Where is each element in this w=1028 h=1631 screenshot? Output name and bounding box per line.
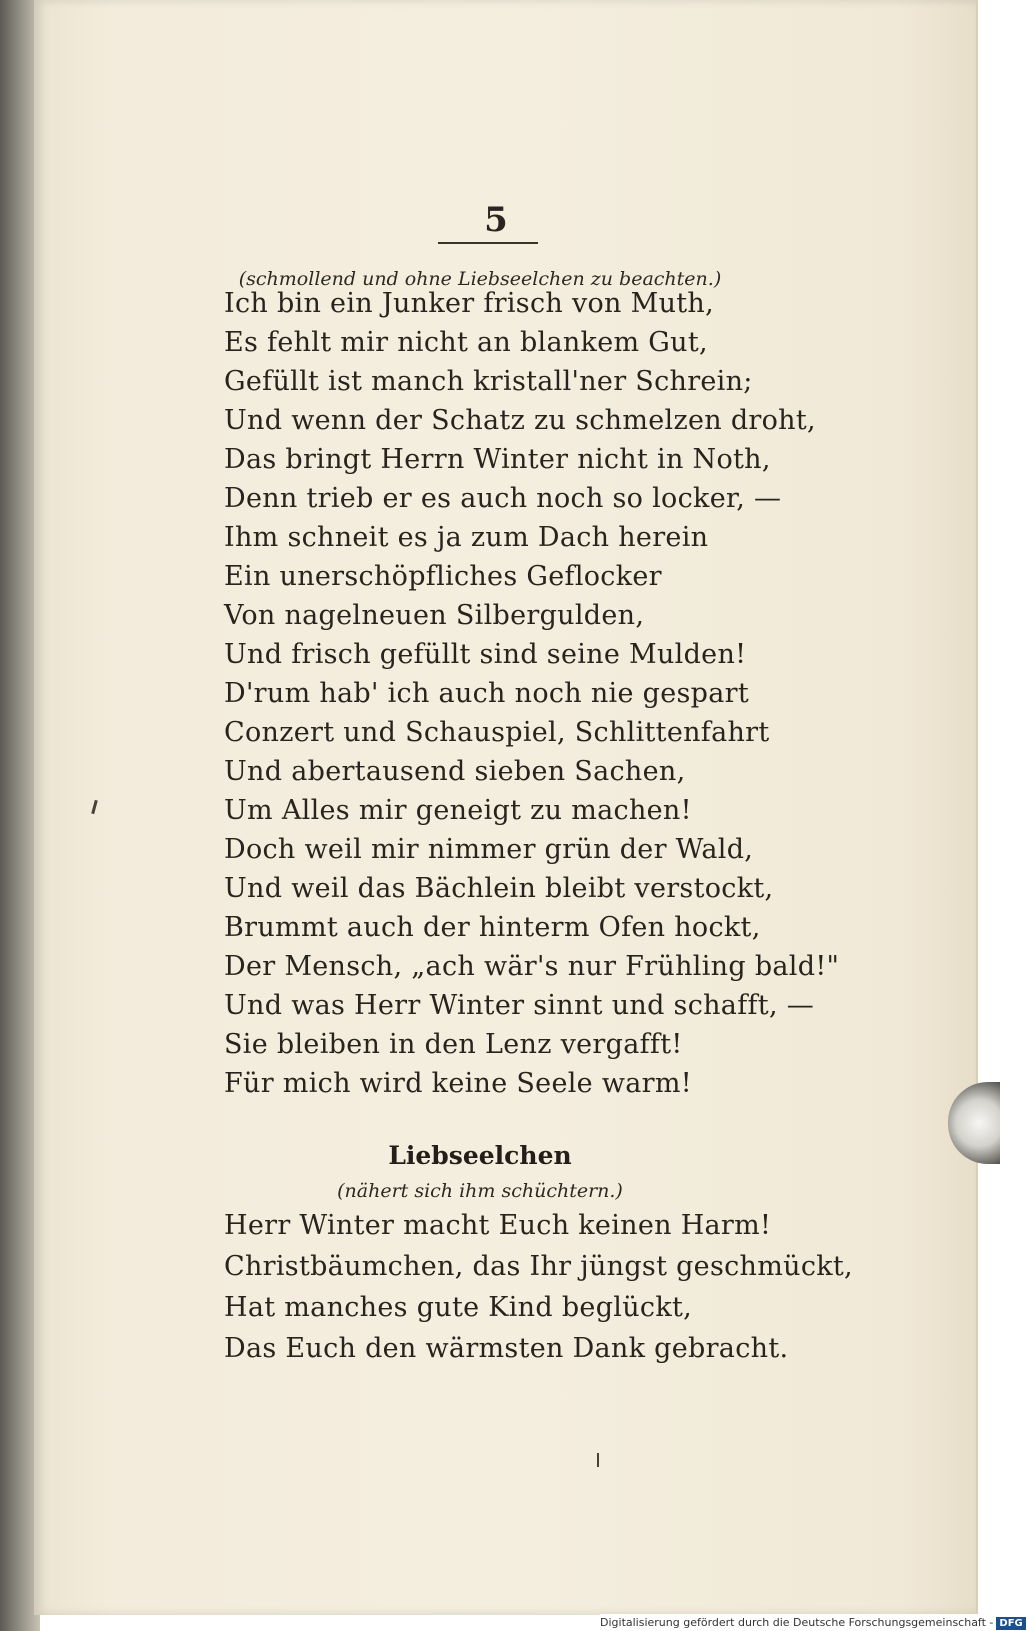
verse-line: Gefüllt ist manch kristall'ner Schrein; [224,366,753,397]
verse-line: Für mich wird keine Seele warm! [224,1068,692,1099]
ink-mark [597,1453,599,1467]
stage-direction-bottom: (nähert sich ihm schüchtern.) [337,1180,623,1202]
verse-line: Um Alles mir geneigt zu machen! [224,795,692,826]
page-number: 5 [484,200,508,240]
header-rule [438,242,538,244]
verse-line: Und frisch gefüllt sind seine Mulden! [224,639,747,670]
verse-line: Ich bin ein Junker frisch von Muth, [224,288,714,319]
verse-line: Christbäumchen, das Ihr jüngst geschmückt, [224,1251,853,1282]
verse-line: Und abertausend sieben Sachen, [224,756,686,787]
verse-line: Der Mensch, „ach wär's nur Frühling bald!" [224,951,840,982]
verse-line: Es fehlt mir nicht an blankem Gut, [224,327,708,358]
footer-credit-text: Digitalisierung gefördert durch die Deutsche Forschungsgemeinschaft - [600,1616,994,1629]
verse-line: Sie bleiben in den Lenz vergafft! [224,1029,683,1060]
speaker-name: Liebseelchen [388,1141,572,1170]
verse-line: Doch weil mir nimmer grün der Wald, [224,834,754,865]
verse-line: Und was Herr Winter sinnt und schafft, — [224,990,815,1021]
dfg-logo: DFG [996,1617,1025,1630]
verse-line: Das Euch den wärmsten Dank gebracht. [224,1333,789,1364]
stage-direction-top: (schmollend und ohne Liebseelchen zu beachten.) [238,268,722,290]
verse-line: Das bringt Herrn Winter nicht in Noth, [224,444,771,475]
footer-credit [600,1614,1023,1631]
verse-line: Brummt auch der hinterm Ofen hockt, [224,912,761,943]
verse-line: Ihm schneit es ja zum Dach herein [224,522,709,553]
verse-line: Herr Winter macht Euch keinen Harm! [224,1210,772,1241]
verse-line: Conzert und Schauspiel, Schlittenfahrt [224,717,770,748]
verse-line: Und wenn der Schatz zu schmelzen droht, [224,405,816,436]
verse-line: Denn trieb er es auch noch so locker, — [224,483,782,514]
verse-line: Und weil das Bächlein bleibt verstockt, [224,873,774,904]
verse-line: D'rum hab' ich auch noch nie gespart [224,678,750,709]
verse-line: Von nagelneuen Silbergulden, [224,600,645,631]
verse-line: Hat manches gute Kind beglückt, [224,1292,693,1323]
verse-line: Ein unerschöpfliches Geflocker [224,561,662,592]
